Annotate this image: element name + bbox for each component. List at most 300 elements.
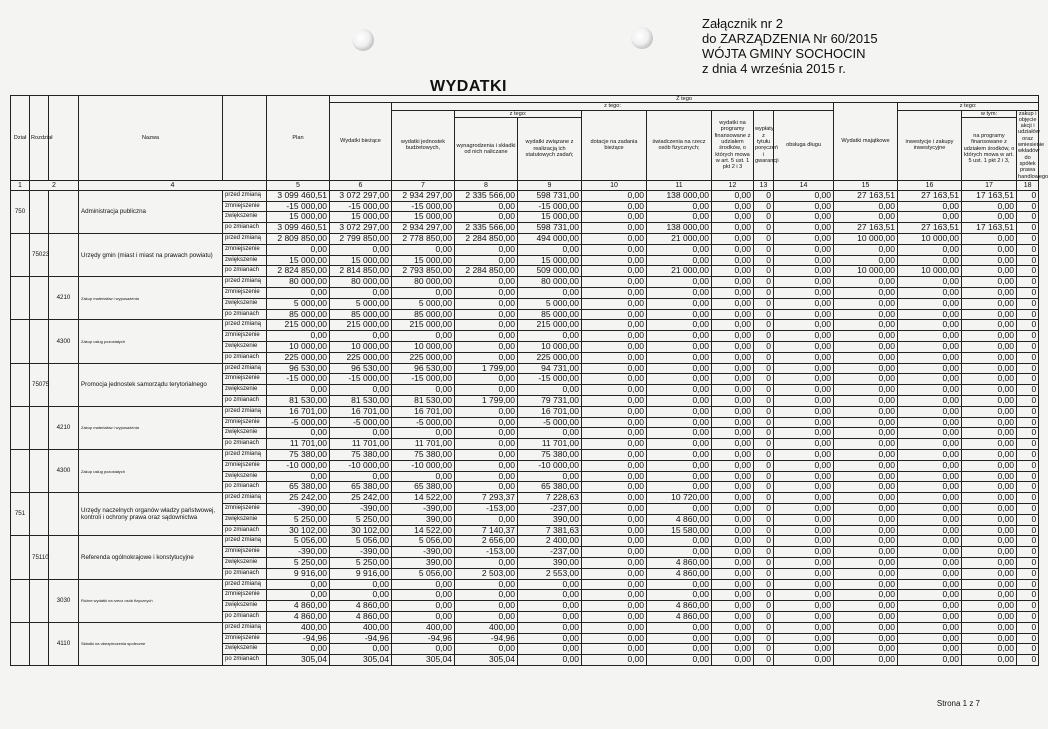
cell-value: 0,00 (774, 342, 834, 353)
header-authority: WÓJTA GMINY SOCHOCIN (702, 46, 866, 61)
cell-value: 0,00 (898, 579, 962, 590)
cell-value: 0,00 (455, 255, 518, 266)
cell-value: -15 000,00 (330, 374, 392, 385)
cell-value: 0 (1017, 309, 1039, 320)
cell-value: 0,00 (712, 536, 754, 547)
cell-value: 4 860,00 (330, 611, 392, 622)
table-row (11, 277, 1039, 288)
cell-value: 0,00 (518, 644, 582, 655)
cell-paragraf (49, 363, 79, 406)
cell-value: 0,00 (898, 655, 962, 666)
cell-value: 0,00 (834, 622, 898, 633)
cell-value: 3 072 297,00 (330, 190, 392, 201)
cell-row-type: przed zmianą (223, 190, 267, 201)
cell-value: 10 000,00 (834, 266, 898, 277)
column-number: 4 (79, 180, 267, 190)
cell-value: 0,00 (834, 212, 898, 223)
cell-value: 0,00 (962, 493, 1017, 504)
column-number: 13 (754, 180, 774, 190)
cell-value: 3 099 460,51 (267, 190, 330, 201)
cell-value: 0,00 (774, 363, 834, 374)
cell-value: 0 (754, 201, 774, 212)
cell-value: 16 701,00 (267, 406, 330, 417)
cell-value: 0,00 (962, 428, 1017, 439)
cell-value: 0,00 (582, 212, 647, 223)
cell-value: 0 (1017, 212, 1039, 223)
cell-row-type: zmniejszenie (223, 590, 267, 601)
cell-value: 0,00 (582, 244, 647, 255)
cell-value: 5 250,00 (330, 514, 392, 525)
cell-name: Różne wydatki na rzecz osób fizycznych (79, 579, 223, 622)
cell-rozdzial (30, 320, 49, 363)
cell-value: -15 000,00 (267, 201, 330, 212)
cell-value: 0 (1017, 557, 1039, 568)
cell-value: 3 072 297,00 (330, 223, 392, 234)
cell-value: 305,04 (455, 655, 518, 666)
cell-value: 0,00 (582, 449, 647, 460)
cell-value: 225 000,00 (392, 352, 455, 363)
cell-value: 0,00 (392, 590, 455, 601)
cell-name: Urzędy naczelnych organów władzy państwowej, kontroli i ochrony prawa oraz sądownictwa (79, 493, 223, 536)
cell-rozdzial (30, 493, 49, 536)
cell-value: 0,00 (898, 288, 962, 299)
cell-value: 0,00 (774, 288, 834, 299)
cell-row-type: po zmianach (223, 655, 267, 666)
cell-row-type: zwiększenie (223, 601, 267, 612)
cell-value: 215 000,00 (267, 320, 330, 331)
cell-value: 5 000,00 (267, 298, 330, 309)
cell-value: 0,00 (898, 298, 962, 309)
page-title: WYDATKI (430, 78, 507, 95)
cell-value: 0,00 (834, 277, 898, 288)
cell-value: 0,00 (455, 611, 518, 622)
cell-value: 0,00 (582, 385, 647, 396)
cell-value: 0,00 (647, 396, 712, 407)
cell-value: -237,00 (518, 547, 582, 558)
cell-value: 0,00 (962, 482, 1017, 493)
table-row (11, 234, 1039, 245)
cell-value: 0,00 (962, 342, 1017, 353)
cell-value: 0,00 (712, 255, 754, 266)
column-number: 8 (455, 180, 518, 190)
cell-value: 0,00 (712, 579, 754, 590)
cell-value: 65 380,00 (392, 482, 455, 493)
cell-value: 0 (754, 622, 774, 633)
cell-value: 0 (1017, 655, 1039, 666)
cell-value: 0,00 (774, 579, 834, 590)
cell-value: 0 (754, 471, 774, 482)
column-number: 9 (518, 180, 582, 190)
cell-value: 27 163,51 (898, 190, 962, 201)
cell-value: 0 (754, 536, 774, 547)
cell-value: 2 799 850,00 (330, 234, 392, 245)
cell-value: 0,00 (774, 460, 834, 471)
cell-value: 0 (1017, 190, 1039, 201)
cell-rozdzial: 75023 (30, 234, 49, 277)
cell-value: 0,00 (962, 622, 1017, 633)
cell-value: 0,00 (962, 244, 1017, 255)
cell-value: 10 720,00 (647, 493, 712, 504)
cell-value: 0 (754, 557, 774, 568)
cell-value: 14 522,00 (392, 493, 455, 504)
cell-value: 11 701,00 (330, 439, 392, 450)
cell-value: -5 000,00 (330, 417, 392, 428)
cell-name: Administracja publiczna (79, 190, 223, 233)
cell-value: -390,00 (267, 547, 330, 558)
cell-value: 0 (1017, 363, 1039, 374)
cell-row-type: zwiększenie (223, 514, 267, 525)
cell-value: 0,00 (962, 288, 1017, 299)
cell-value: 0,00 (774, 223, 834, 234)
header-date: z dnia 4 września 2015 r. (702, 61, 846, 76)
cell-value: 16 701,00 (518, 406, 582, 417)
cell-value: 0,00 (962, 503, 1017, 514)
cell-value: 0,00 (962, 396, 1017, 407)
cell-value: 2 656,00 (455, 536, 518, 547)
cell-value: 0,00 (518, 633, 582, 644)
cell-value: 0 (754, 514, 774, 525)
cell-row-type: zmniejszenie (223, 417, 267, 428)
cell-name: Składki na ubezpieczenia społeczne (79, 622, 223, 665)
cell-value: -15 000,00 (392, 374, 455, 385)
col-header-z-tego-biezace: z tego: (392, 103, 834, 110)
cell-value: -10 000,00 (267, 460, 330, 471)
cell-value: 0,00 (774, 212, 834, 223)
cell-value: 0,00 (647, 547, 712, 558)
cell-value: 0,00 (834, 298, 898, 309)
cell-value: 0,00 (647, 633, 712, 644)
cell-value: 5 056,00 (267, 536, 330, 547)
cell-value: 0,00 (712, 439, 754, 450)
cell-value: 0,00 (898, 201, 962, 212)
cell-value: 0,00 (647, 352, 712, 363)
cell-value: 0,00 (898, 417, 962, 428)
cell-value: 94 731,00 (518, 363, 582, 374)
cell-row-type: po zmianach (223, 611, 267, 622)
cell-value: 0,00 (330, 385, 392, 396)
cell-value: 0,00 (774, 277, 834, 288)
cell-value: 0 (1017, 331, 1039, 342)
cell-value: 0,00 (962, 439, 1017, 450)
cell-value: 0,00 (774, 514, 834, 525)
cell-value: 96 530,00 (330, 363, 392, 374)
cell-value: 2 400,00 (518, 536, 582, 547)
cell-value: 0,00 (962, 536, 1017, 547)
cell-value: 0,00 (898, 557, 962, 568)
cell-value: 0,00 (582, 331, 647, 342)
cell-value: 0 (754, 439, 774, 450)
cell-value: 0,00 (330, 288, 392, 299)
cell-value: 598 731,00 (518, 190, 582, 201)
cell-value: 0 (1017, 568, 1039, 579)
cell-value: -390,00 (392, 547, 455, 558)
cell-value: 0,00 (898, 525, 962, 536)
cell-value: 2 793 850,00 (392, 266, 455, 277)
col-header-akcje: zakup i objęcie akcji i udziałów oraz wniesienie wkładów do spółek prawa handlowego (1018, 110, 1048, 180)
cell-value: 25 242,00 (267, 493, 330, 504)
cell-value: 0,00 (962, 655, 1017, 666)
cell-value: 0 (1017, 590, 1039, 601)
cell-value: 15 000,00 (518, 255, 582, 266)
cell-value: 0 (1017, 633, 1039, 644)
cell-value: 0 (1017, 579, 1039, 590)
cell-value: 5 056,00 (330, 536, 392, 547)
cell-value: 0,00 (455, 557, 518, 568)
cell-value: 30 102,00 (330, 525, 392, 536)
cell-value: 0,00 (834, 525, 898, 536)
cell-value: 0,00 (774, 320, 834, 331)
cell-value: 0,00 (774, 298, 834, 309)
cell-value: 0 (754, 633, 774, 644)
cell-value: 15 000,00 (392, 212, 455, 223)
cell-value: 0,00 (834, 244, 898, 255)
cell-value: 0,00 (582, 320, 647, 331)
cell-value: 0,00 (774, 471, 834, 482)
cell-value: 0,00 (392, 428, 455, 439)
cell-value: 0,00 (582, 525, 647, 536)
cell-value: 65 380,00 (330, 482, 392, 493)
cell-value: 25 242,00 (330, 493, 392, 504)
cell-dzial (11, 277, 30, 320)
cell-value: 0,00 (647, 417, 712, 428)
cell-value: 0,00 (455, 471, 518, 482)
cell-value: 0,00 (712, 460, 754, 471)
cell-value: 0,00 (455, 644, 518, 655)
cell-value: 0,00 (647, 342, 712, 353)
cell-value: 0 (754, 255, 774, 266)
cell-value: 0,00 (582, 514, 647, 525)
cell-value: 0,00 (712, 352, 754, 363)
cell-value: 0,00 (712, 471, 754, 482)
cell-value: 0,00 (834, 320, 898, 331)
cell-value: 0,00 (647, 363, 712, 374)
cell-value: 0,00 (647, 212, 712, 223)
cell-value: 0,00 (962, 644, 1017, 655)
cell-value: 27 163,51 (834, 190, 898, 201)
table-row (11, 406, 1039, 417)
column-number: 2 (30, 180, 79, 190)
cell-value: 0,00 (647, 503, 712, 514)
cell-value: 15 000,00 (267, 255, 330, 266)
cell-value: 10 000,00 (898, 234, 962, 245)
cell-row-type: zwiększenie (223, 644, 267, 655)
cell-value: 0 (754, 212, 774, 223)
cell-value: 0,00 (712, 514, 754, 525)
cell-value: 7 381,63 (518, 525, 582, 536)
column-number: 6 (330, 180, 392, 190)
cell-value: 0 (754, 460, 774, 471)
cell-value: 0 (1017, 288, 1039, 299)
cell-value: 0,00 (712, 449, 754, 460)
cell-value: 0,00 (455, 244, 518, 255)
cell-value: 0,00 (898, 406, 962, 417)
cell-value: 0,00 (774, 601, 834, 612)
cell-value: 85 000,00 (330, 309, 392, 320)
cell-value: 0,00 (392, 579, 455, 590)
cell-row-type: zwiększenie (223, 342, 267, 353)
cell-value: 0,00 (647, 439, 712, 450)
cell-value: 0 (1017, 234, 1039, 245)
cell-value: 0 (754, 288, 774, 299)
cell-value: -10 000,00 (518, 460, 582, 471)
col-header-poreczenia: wypłaty z tytułu poręczeń i gwarancji (754, 110, 774, 180)
cell-value: 0 (754, 568, 774, 579)
cell-value: 0,00 (898, 601, 962, 612)
cell-value: 0,00 (455, 417, 518, 428)
cell-value: 0,00 (518, 611, 582, 622)
cell-value: 0,00 (455, 460, 518, 471)
cell-value: 0,00 (392, 611, 455, 622)
cell-value: 21 000,00 (647, 266, 712, 277)
col-header-row-type (223, 96, 267, 181)
cell-row-type: przed zmianą (223, 320, 267, 331)
cell-value: 0 (1017, 385, 1039, 396)
cell-paragraf (49, 234, 79, 277)
cell-value: 11 701,00 (392, 439, 455, 450)
cell-value: 0,00 (898, 244, 962, 255)
cell-value: 81 530,00 (330, 396, 392, 407)
cell-value: 0,00 (518, 601, 582, 612)
cell-value: 0,00 (898, 396, 962, 407)
cell-value: 0,00 (774, 331, 834, 342)
cell-row-type: przed zmianą (223, 363, 267, 374)
table-row (11, 536, 1039, 547)
cell-value: 400,00 (267, 622, 330, 633)
cell-row-type: zmniejszenie (223, 331, 267, 342)
cell-value: 0,00 (647, 288, 712, 299)
cell-row-type: zwiększenie (223, 298, 267, 309)
punch-hole-right (631, 27, 653, 49)
cell-value: 0,00 (647, 298, 712, 309)
cell-dzial: 750 (11, 190, 30, 233)
column-number: 12 (712, 180, 754, 190)
cell-value: 30 102,00 (267, 525, 330, 536)
column-number: 7 (392, 180, 455, 190)
cell-paragraf (49, 190, 79, 233)
cell-value: 0,00 (834, 633, 898, 644)
cell-value: 0 (1017, 374, 1039, 385)
cell-value: 0,00 (774, 439, 834, 450)
cell-value: 0 (1017, 449, 1039, 460)
cell-value: 0,00 (962, 277, 1017, 288)
cell-rozdzial (30, 406, 49, 449)
cell-rozdzial (30, 579, 49, 622)
cell-value: 0,00 (962, 449, 1017, 460)
cell-value: 3 099 460,51 (267, 223, 330, 234)
cell-value: 0 (754, 406, 774, 417)
cell-name: Zakup materiałów i wyposażenia (79, 406, 223, 449)
column-number: 14 (774, 180, 834, 190)
cell-value: 80 000,00 (392, 277, 455, 288)
cell-value: 0,00 (582, 503, 647, 514)
col-header-z-tego-majatkowe: z tego: (898, 103, 1039, 110)
cell-value: 0,00 (518, 579, 582, 590)
cell-value: 0,00 (834, 396, 898, 407)
cell-value: 390,00 (392, 514, 455, 525)
cell-value: 0,00 (582, 547, 647, 558)
cell-value: 0 (754, 482, 774, 493)
cell-value: 27 163,51 (834, 223, 898, 234)
cell-value: 0 (1017, 320, 1039, 331)
cell-value: 0,00 (267, 471, 330, 482)
cell-value: 96 530,00 (392, 363, 455, 374)
cell-value: 10 000,00 (898, 266, 962, 277)
cell-value: 0,00 (774, 557, 834, 568)
cell-value: 0,00 (774, 547, 834, 558)
cell-value: 2 934 297,00 (392, 190, 455, 201)
cell-value: 0,00 (455, 309, 518, 320)
cell-value: 15 000,00 (518, 212, 582, 223)
cell-value: 0,00 (647, 277, 712, 288)
cell-value: 0,00 (582, 363, 647, 374)
cell-value: -153,00 (455, 503, 518, 514)
cell-row-type: po zmianach (223, 396, 267, 407)
cell-value: 15 000,00 (392, 255, 455, 266)
cell-value: 17 163,51 (962, 190, 1017, 201)
cell-value: 0,00 (898, 277, 962, 288)
cell-row-type: zwiększenie (223, 212, 267, 223)
cell-paragraf (49, 493, 79, 536)
cell-value: 0,00 (962, 234, 1017, 245)
cell-value: 0,00 (647, 320, 712, 331)
cell-value: 2 814 850,00 (330, 266, 392, 277)
cell-value: -94,96 (267, 633, 330, 644)
cell-value: 0,00 (834, 309, 898, 320)
column-number: 10 (582, 180, 647, 190)
cell-value: 0,00 (834, 406, 898, 417)
cell-value: -390,00 (267, 503, 330, 514)
cell-value: 0,00 (834, 439, 898, 450)
cell-value: 0,00 (962, 406, 1017, 417)
cell-value: 0,00 (455, 590, 518, 601)
cell-value: 75 380,00 (392, 449, 455, 460)
cell-value: 0 (754, 590, 774, 601)
cell-value: 0,00 (898, 428, 962, 439)
col-header-dzial: Dział (11, 96, 30, 181)
cell-value: 0,00 (455, 298, 518, 309)
cell-value: 0,00 (774, 266, 834, 277)
cell-value: 0,00 (455, 482, 518, 493)
cell-value: 0,00 (962, 363, 1017, 374)
cell-value: 0,00 (962, 525, 1017, 536)
cell-value: -15 000,00 (330, 201, 392, 212)
col-header-dotacje: dotacje na zadania bieżące (582, 110, 647, 180)
cell-value: 2 503,00 (455, 568, 518, 579)
cell-value: 0,00 (962, 266, 1017, 277)
cell-value: 0,00 (647, 201, 712, 212)
cell-value: 0 (754, 223, 774, 234)
punch-hole-left (352, 29, 374, 51)
table-row (11, 449, 1039, 460)
cell-dzial (11, 579, 30, 622)
cell-value: 0,00 (518, 288, 582, 299)
col-header-programy-ue: wydatki na programy finansowane z udziałem środków, o których mowa w art. 5 ust. 1 pkt 2 i 3 (712, 110, 754, 180)
cell-value: 5 000,00 (330, 298, 392, 309)
cell-value: 0 (754, 374, 774, 385)
cell-value: 0,00 (962, 298, 1017, 309)
cell-value: 400,00 (330, 622, 392, 633)
cell-value: 0,00 (712, 568, 754, 579)
cell-row-type: zwiększenie (223, 385, 267, 396)
cell-value: 0,00 (834, 255, 898, 266)
cell-value: 80 000,00 (518, 277, 582, 288)
cell-dzial (11, 622, 30, 665)
cell-value: 0,00 (455, 288, 518, 299)
cell-row-type: zwiększenie (223, 557, 267, 568)
cell-dzial (11, 449, 30, 492)
cell-value: 0,00 (774, 201, 834, 212)
cell-value: 0,00 (834, 471, 898, 482)
